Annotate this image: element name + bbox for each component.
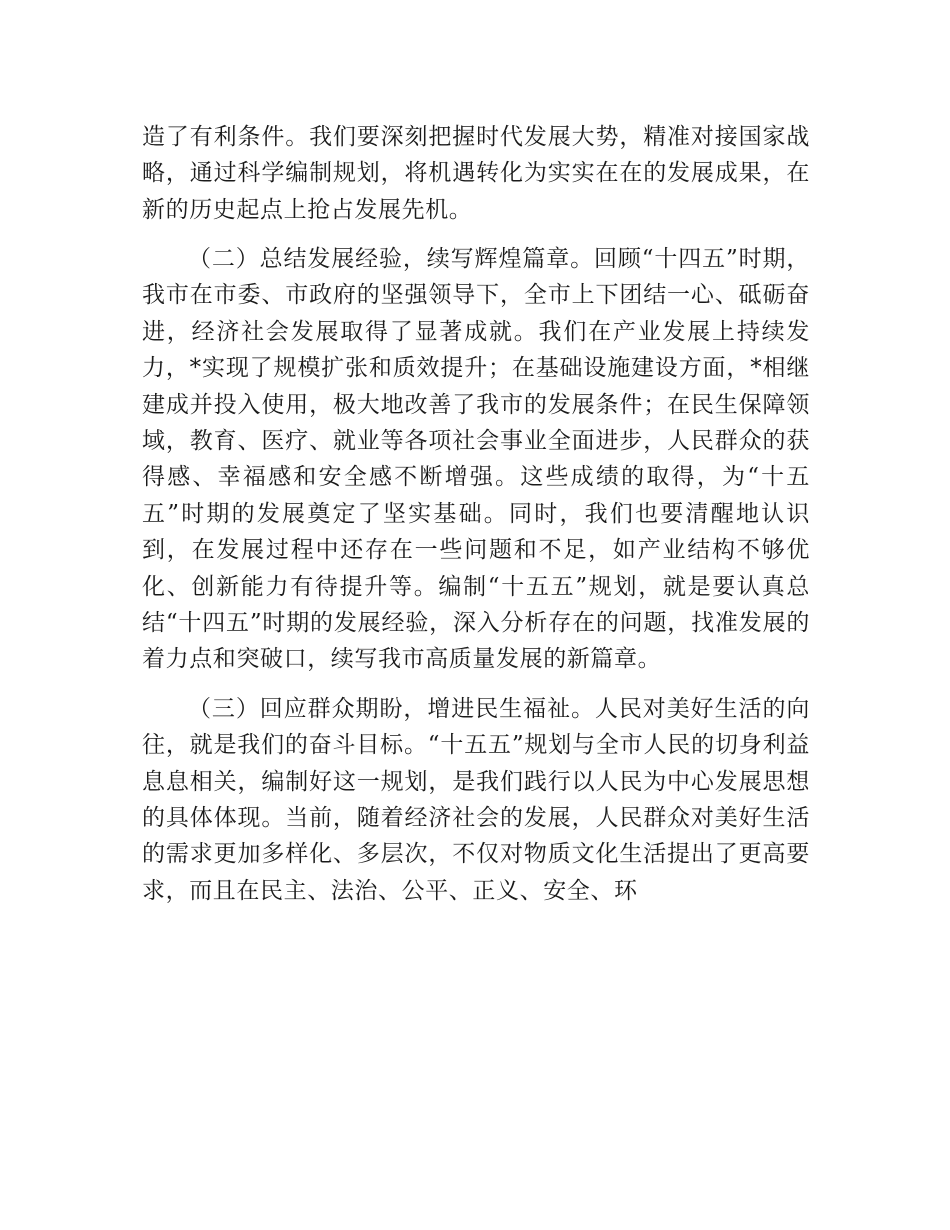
paragraph-section-two: （二）总结发展经验，续写辉煌篇章。回顾“十四五”时期，我市在市委、市政府的坚强领导下，全市上下团结一心、砥砺奋进，经济社会发展取得了显著成就。我们在产业发展上持续发力，*实现了规模扩张和质效提升；在基础设施建设方面，*相继建成并投入使用，极大地改善了我市的发展条件；在民生保障领域，教育、医疗、就业等各项社会事业全面进步，人民群众的获得感、幸福感和安全感不断增强。这些成绩的取得，为“十五五”时期的发展奠定了坚实基础。同时，我们也要清醒地认识到，在发展过程中还存在一些问题和不足，如产业结构不够优化、创新能力有待提升等。编制“十五五”规划，就是要认真总结“十四五”时期的发展经验，深入分析存在的问题，找准发展的着力点和突破口，续写我市高质量发展的新篇章。 (142, 246, 810, 673)
paragraph-continuation: 造了有利条件。我们要深刻把握时代发展大势，精准对接国家战略，通过科学编制规划，将机遇转化为实实在在的发展成果，在新的历史起点上抢占发展先机。 (142, 124, 810, 223)
document-body (142, 119, 810, 922)
paragraph-section-three: （三）回应群众期盼，增进民生福祉。人民对美好生活的向往，就是我们的奋斗目标。“十五五”规划与全市人民的切身利益息息相关，编制好这一规划，是我们践行以人民为中心发展思想的具体体现。当前，随着经济社会的发展，人民群众对美好生活的需求更加多样化、多层次，不仅对物质文化生活提出了更高要求，而且在民主、法治、公平、正义、安全、环 (142, 695, 810, 904)
